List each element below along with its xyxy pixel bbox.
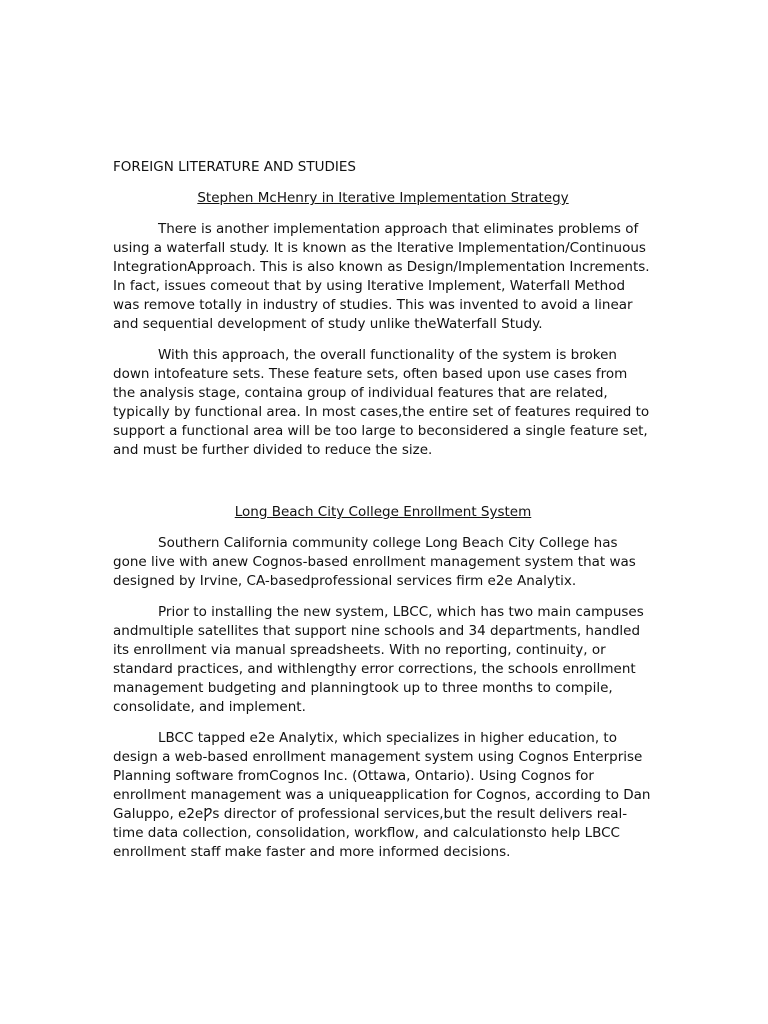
paragraph: Southern California community college Long Beach City College has gone live with anew Cognos-based enrollment management system that was designed by Irvine, CA-basedprofessional services firm e2e Analytix. — [113, 535, 636, 589]
section-heading-lbcc: Long Beach City College Enrollment System — [234, 504, 532, 520]
paragraph: LBCC tapped e2e Analytix, which specializes in higher education, to design a web-based enrollment management system using Cognos Enterprise Planning software fromCognos Inc. (Ottawa, Ontario). Using Cognos for enrollment management was a uniqueapplication for Cognos, according to Dan Galuppo, e2eǷs director of professional services,but the result delivers real-time data collection, consolidation, workflow, and calculationsto help LBCC enrollment staff make faster and more informed decisions. — [113, 730, 651, 860]
paragraph: With this approach, the overall functionality of the system is broken down intofeature sets. These feature sets, often based upon use cases from the analysis stage, containa group of individual features that are related, typically by functional area. In most cases,the entire set of features required to support a functional area will be too large to beconsidered a single feature set, and must be further divided to reduce the size. — [113, 347, 650, 458]
document-body — [113, 158, 653, 874]
paragraph: There is another implementation approach that eliminates problems of using a waterfall study. It is known as the Iterative Implementation/Continuous IntegrationApproach. This is also known as Design/Implementation Increments. In fact, issues comeout that by using Iterative Implement, Waterfall Method was remove totally in industry of studies. This was invented to avoid a linear and sequential development of study unlike theWaterfall Study. — [113, 221, 650, 332]
document-title: FOREIGN LITERATURE AND STUDIES — [113, 159, 356, 175]
section-heading-mchenry: Stephen McHenry in Iterative Implementation Strategy — [197, 190, 569, 206]
section-spacer — [113, 472, 653, 503]
paragraph: Prior to installing the new system, LBCC, which has two main campuses andmultiple satellites that support nine schools and 34 departments, handled its enrollment via manual spreadsheets. With no reporting, continuity, or standard practices, and withlengthy error corrections, the schools enrollment management budgeting and planningtook up to three months to compile, consolidate, and implement. — [113, 604, 644, 715]
